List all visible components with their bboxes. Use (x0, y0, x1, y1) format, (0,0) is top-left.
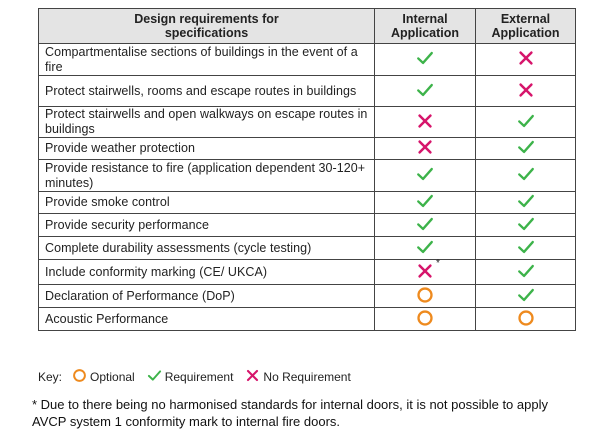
requirement-cell: Protect stairwells, rooms and escape routes in buildings (39, 76, 375, 107)
legend-no-requirement (245, 368, 350, 386)
legend-optional (72, 368, 135, 386)
table-row (39, 214, 576, 237)
footnote-marker: * (436, 257, 440, 269)
external-cell (476, 237, 576, 260)
internal-cell (375, 192, 476, 214)
table-row (39, 237, 576, 260)
external-cell (476, 160, 576, 192)
check-icon (416, 81, 434, 99)
external-cell (476, 192, 576, 214)
legend-requirement (147, 368, 234, 386)
table-row (39, 308, 576, 331)
check-icon (416, 215, 434, 233)
external-cell (476, 214, 576, 237)
cross-icon (416, 138, 434, 156)
legend-requirement-label: Requirement (164, 370, 234, 384)
check-icon (517, 215, 535, 233)
optional-circle-icon (416, 309, 434, 327)
header-internal: Internal Application (375, 9, 476, 44)
check-icon (416, 165, 434, 183)
check-icon (517, 165, 535, 183)
external-cell (476, 76, 576, 107)
requirement-cell: Complete durability assessments (cycle testing) (39, 237, 375, 260)
table-row (39, 44, 576, 76)
check-icon (517, 238, 535, 256)
cross-icon (517, 49, 535, 67)
table-row (39, 192, 576, 214)
internal-cell (375, 107, 476, 138)
requirement-cell: Include conformity marking (CE/ UKCA) (39, 260, 375, 285)
cross-icon (517, 81, 535, 99)
cross-icon (245, 368, 263, 386)
internal-cell (375, 76, 476, 107)
optional-circle-icon (517, 309, 535, 327)
internal-cell (375, 257, 476, 285)
optional-circle-icon (416, 286, 434, 304)
internal-cell (375, 44, 476, 76)
requirement-cell: Protect stairwells and open walkways on escape routes in buildings (39, 107, 375, 138)
cross-icon (416, 112, 434, 130)
check-icon (517, 286, 535, 304)
external-cell (476, 138, 576, 160)
footnote: * Due to there being no harmonised standards for internal doors, it is not possible to apply AVCP system 1 conformity mark to internal fire doors. (32, 397, 548, 429)
header-requirements: Design requirements for specifications (39, 9, 375, 44)
header-external: External Application (476, 9, 576, 44)
internal-cell (375, 285, 476, 308)
requirement-cell: Declaration of Performance (DoP) (39, 285, 375, 308)
legend-label: Key: (38, 370, 63, 384)
check-icon (517, 192, 535, 210)
requirement-cell: Acoustic Performance (39, 308, 375, 331)
check-icon (416, 192, 434, 210)
cross-icon (416, 257, 440, 280)
internal-cell (375, 214, 476, 237)
optional-circle-icon (72, 368, 90, 386)
internal-cell (375, 160, 476, 192)
requirement-cell: Provide security performance (39, 214, 375, 237)
legend-key (38, 368, 363, 386)
internal-cell (375, 237, 476, 260)
external-cell (476, 107, 576, 138)
check-icon (416, 49, 434, 67)
check-icon (517, 262, 535, 280)
table-row (39, 160, 576, 192)
requirement-cell: Compartmentalise sections of buildings in the event of a fire (39, 44, 375, 76)
external-cell (476, 260, 576, 285)
table-row (39, 76, 576, 107)
table-row (39, 285, 576, 308)
legend-optional-label: Optional (90, 370, 135, 384)
external-cell (476, 285, 576, 308)
check-icon (147, 368, 165, 386)
requirement-cell: Provide weather protection (39, 138, 375, 160)
external-cell (476, 308, 576, 331)
internal-cell (375, 308, 476, 331)
table-row (39, 138, 576, 160)
check-icon (416, 238, 434, 256)
requirement-cell: Provide smoke control (39, 192, 375, 214)
table-row (39, 107, 576, 138)
internal-cell (375, 138, 476, 160)
requirements-table (38, 8, 576, 331)
legend-no-requirement-label: No Requirement (263, 370, 351, 384)
requirement-cell: Provide resistance to fire (application dependent 30-120+ minutes) (39, 160, 375, 192)
table-header-row (39, 9, 576, 44)
table-row (39, 260, 576, 285)
check-icon (517, 112, 535, 130)
check-icon (517, 138, 535, 156)
external-cell (476, 44, 576, 76)
